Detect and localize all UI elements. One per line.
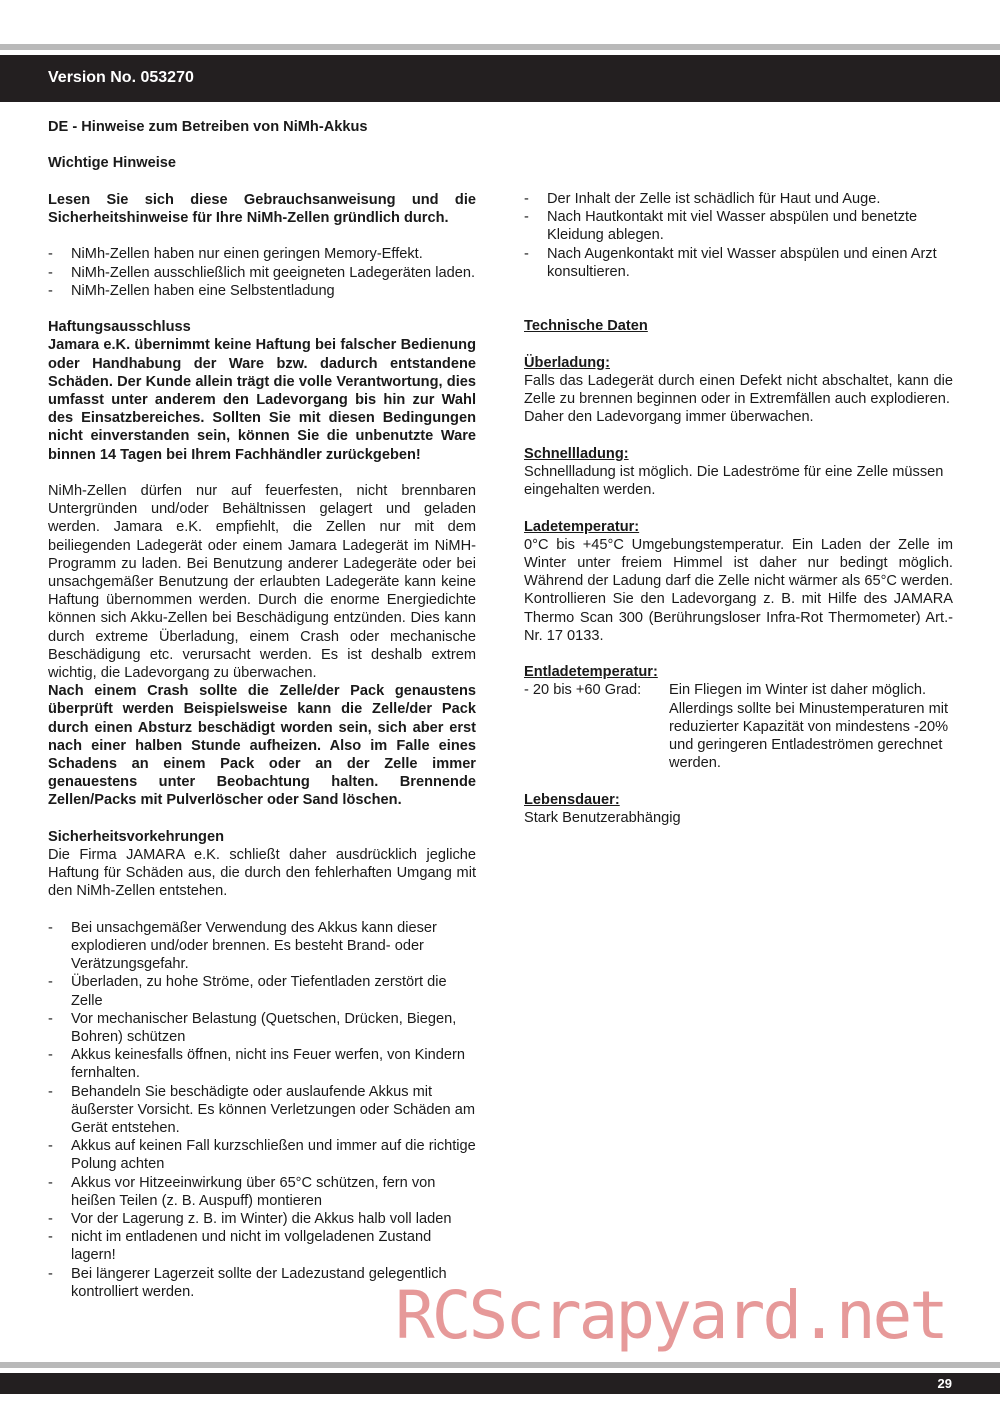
list-item: - NiMh-Zellen haben nur einen geringen Memory-Effekt. — [48, 245, 476, 263]
fastcharge-text: Schnellladung ist möglich. Die Ladeströme für eine Zelle müssen eingehalten werden. — [524, 463, 944, 499]
list-item: - Überladen, zu hohe Ströme, oder Tiefentladen zerstört die Zelle — [48, 973, 476, 1009]
list-item: - Akkus vor Hitzeeinwirkung über 65°C schützen, fern von heißen Teilen (z. B. Auspuff) montieren — [48, 1174, 476, 1210]
lifetime-heading: Lebensdauer: — [524, 791, 620, 808]
safety-text: Die Firma JAMARA e.K. schließt daher ausdrücklich jegliche Haftung für Schäden aus, die durch den fehlerhaften Umgang mit den NiMh-Zellen entstehen. — [48, 847, 476, 900]
list-item: - Akkus auf keinen Fall kurzschließen und immer auf die richtige Polung achten — [48, 1137, 476, 1173]
list-item: - NiMh-Zellen ausschließlich mit geeigneten Ladegeräten laden. — [48, 264, 476, 282]
list-item: - Vor der Lagerung z. B. im Winter) die Akkus halb voll laden — [48, 1210, 476, 1228]
bottom-rule — [0, 1362, 1000, 1368]
intro-text: Lesen Sie sich diese Gebrauchsanweisung und die Sicherheitshinweise für Ihre NiMh-Zellen gründlich durch. — [48, 191, 476, 226]
right-column — [524, 190, 953, 827]
overcharge-text: Falls das Ladegerät durch einen Defekt nicht abschaltet, kann die Zelle zu brennen beginnen oder in Extremfällen auch explodieren. — [524, 372, 953, 408]
section-title: DE - Hinweise zum Betreiben von NiMh-Akkus — [48, 119, 368, 135]
dischargetemp-text: Ein Fliegen im Winter ist daher möglich. Allerdings sollte bei Minustemperaturen mit reduzierter Kapazität von mindestens -20% und geringeren Entladeströmen gerechnet werden. — [669, 682, 949, 772]
crash-text: Nach einem Crash sollte die Zelle/der Pack genaustens überprüft werden Beispielsweise kann die Zelle/der Pack durch einen Absturz beschädigt worden sein, sich aber erst nach einer halben Stunde aufheizen. Also im Falle eines Schadens an einem Pack oder an der Zelle immer genauestens unter Beobachtung halten. Brennende Zellen/Packs mit Pulverlöscher oder Sand löschen. — [48, 683, 476, 809]
chargetemp-heading: Ladetemperatur: — [524, 518, 640, 535]
list-item: - Bei unsachgemäßer Verwendung des Akkus kann dieser explodieren und/oder brennen. Es besteht Brand- oder Verätzungsgefahr. — [48, 919, 476, 974]
list-item: - NiMh-Zellen haben eine Selbstentladung — [48, 282, 476, 300]
header-bar — [0, 55, 1000, 102]
list-item: - Vor mechanischer Belastung (Quetschen, Drücken, Biegen, Bohren) schützen — [48, 1010, 476, 1046]
liability-heading: Haftungsausschluss — [48, 319, 191, 336]
chargetemp-text: 0°C bis +45°C Umgebungstemperatur. Ein Laden der Zelle im Winter unter freiem Himmel ist daher nur bedingt möglich. Während der Ladung darf die Zelle nicht wärmer als 65°C werden. Kontrollieren Sie den Ladevorgang z. B. mit Hilfe des JAMARA Thermo Scan 300 (Berührungsloser Infra-Rot Thermometer) Art.-Nr. 17 0133. — [524, 536, 953, 644]
top-rule — [0, 44, 1000, 50]
fastcharge-heading: Schnellladung: — [524, 445, 629, 462]
watermark-logo: RCScrapyard.net — [395, 1277, 947, 1354]
left-column — [48, 118, 476, 1301]
storage-text: NiMh-Zellen dürfen nur auf feuerfesten, nicht brennbaren Untergründen und/oder Behältnissen gelagert und geladen werden. Jamara e.K. empfiehlt, die Zellen nur mit dem beiliegenden Ladegerät oder einem Jamara Ladegerät im NiMH-Programm zu laden. Bei Benutzung anderer Ladegeräte oder bei unsachgemäßer Benutzung der erlaubten Ladegeräte kann keine Haftung übernommen werden. Durch die enorme Energiedichte können sich Akku-Zellen bei Beschädigung entzünden. Dies kann durch extreme Überladung, einem Crash oder mechanische Beschädigung etc. verursacht werden. Es ist deshalb extrem wichtig, die Ladevorgang zu überwachen. — [48, 482, 476, 682]
overcharge-heading: Überladung: — [524, 354, 610, 371]
tech-heading: Technische Daten — [524, 318, 648, 335]
dischargetemp-label: - 20 bis +60 Grad: — [524, 682, 642, 699]
list-item: - Nach Hautkontakt mit viel Wasser abspülen und benetzte Kleidung ablegen. — [524, 208, 953, 244]
important-heading: Wichtige Hinweise — [48, 155, 176, 172]
safety-heading: Sicherheitsvorkehrungen — [48, 828, 224, 845]
list-item: - Akkus keinesfalls öffnen, nicht ins Feuer werfen, von Kindern fernhalten. — [48, 1046, 476, 1082]
page-number: 29 — [937, 1376, 952, 1391]
list-item: - Der Inhalt der Zelle ist schädlich für Haut und Auge. — [524, 190, 953, 208]
footer-bar — [0, 1373, 1000, 1394]
notes-list — [48, 245, 476, 300]
list-item: - nicht im entladenen und nicht im vollgeladenen Zustand lagern! — [48, 1228, 476, 1264]
safety-list — [48, 919, 476, 1301]
hazard-list — [524, 190, 953, 281]
overcharge-note: Daher den Ladevorgang immer überwachen. — [524, 409, 814, 426]
lifetime-text: Stark Benutzerabhängig — [524, 809, 681, 826]
dischargetemp-heading: Entladetemperatur: — [524, 664, 658, 681]
list-item: - Behandeln Sie beschädigte oder auslaufende Akkus mit äußerster Vorsicht. Es können Verletzungen oder Schäden am Gerät entstehen. — [48, 1083, 476, 1138]
dischargetemp-row — [524, 681, 953, 772]
version-title: Version No. 053270 — [48, 69, 194, 86]
liability-text: Jamara e.K. übernimmt keine Haftung bei falscher Bedienung oder Handhabung der Ware bzw. dadurch entstandene Schäden. Der Kunde allein trägt die volle Verantwortung, dies umfasst unter anderem den Ladevorgang bis hin zur Wahl des Einsatzbereiches. Sollten Sie mit diesen Bedingungen nicht einverstanden sein, können Sie die unbenutzte Ware binnen 14 Tagen bei Ihrem Fachhändler zurückgeben! — [48, 337, 476, 463]
list-item: - Nach Augenkontakt mit viel Wasser abspülen und einen Arzt konsultieren. — [524, 245, 953, 281]
list-item: - Bei längerer Lagerzeit sollte der Ladezustand gelegentlich kontrolliert werden. — [48, 1265, 476, 1301]
